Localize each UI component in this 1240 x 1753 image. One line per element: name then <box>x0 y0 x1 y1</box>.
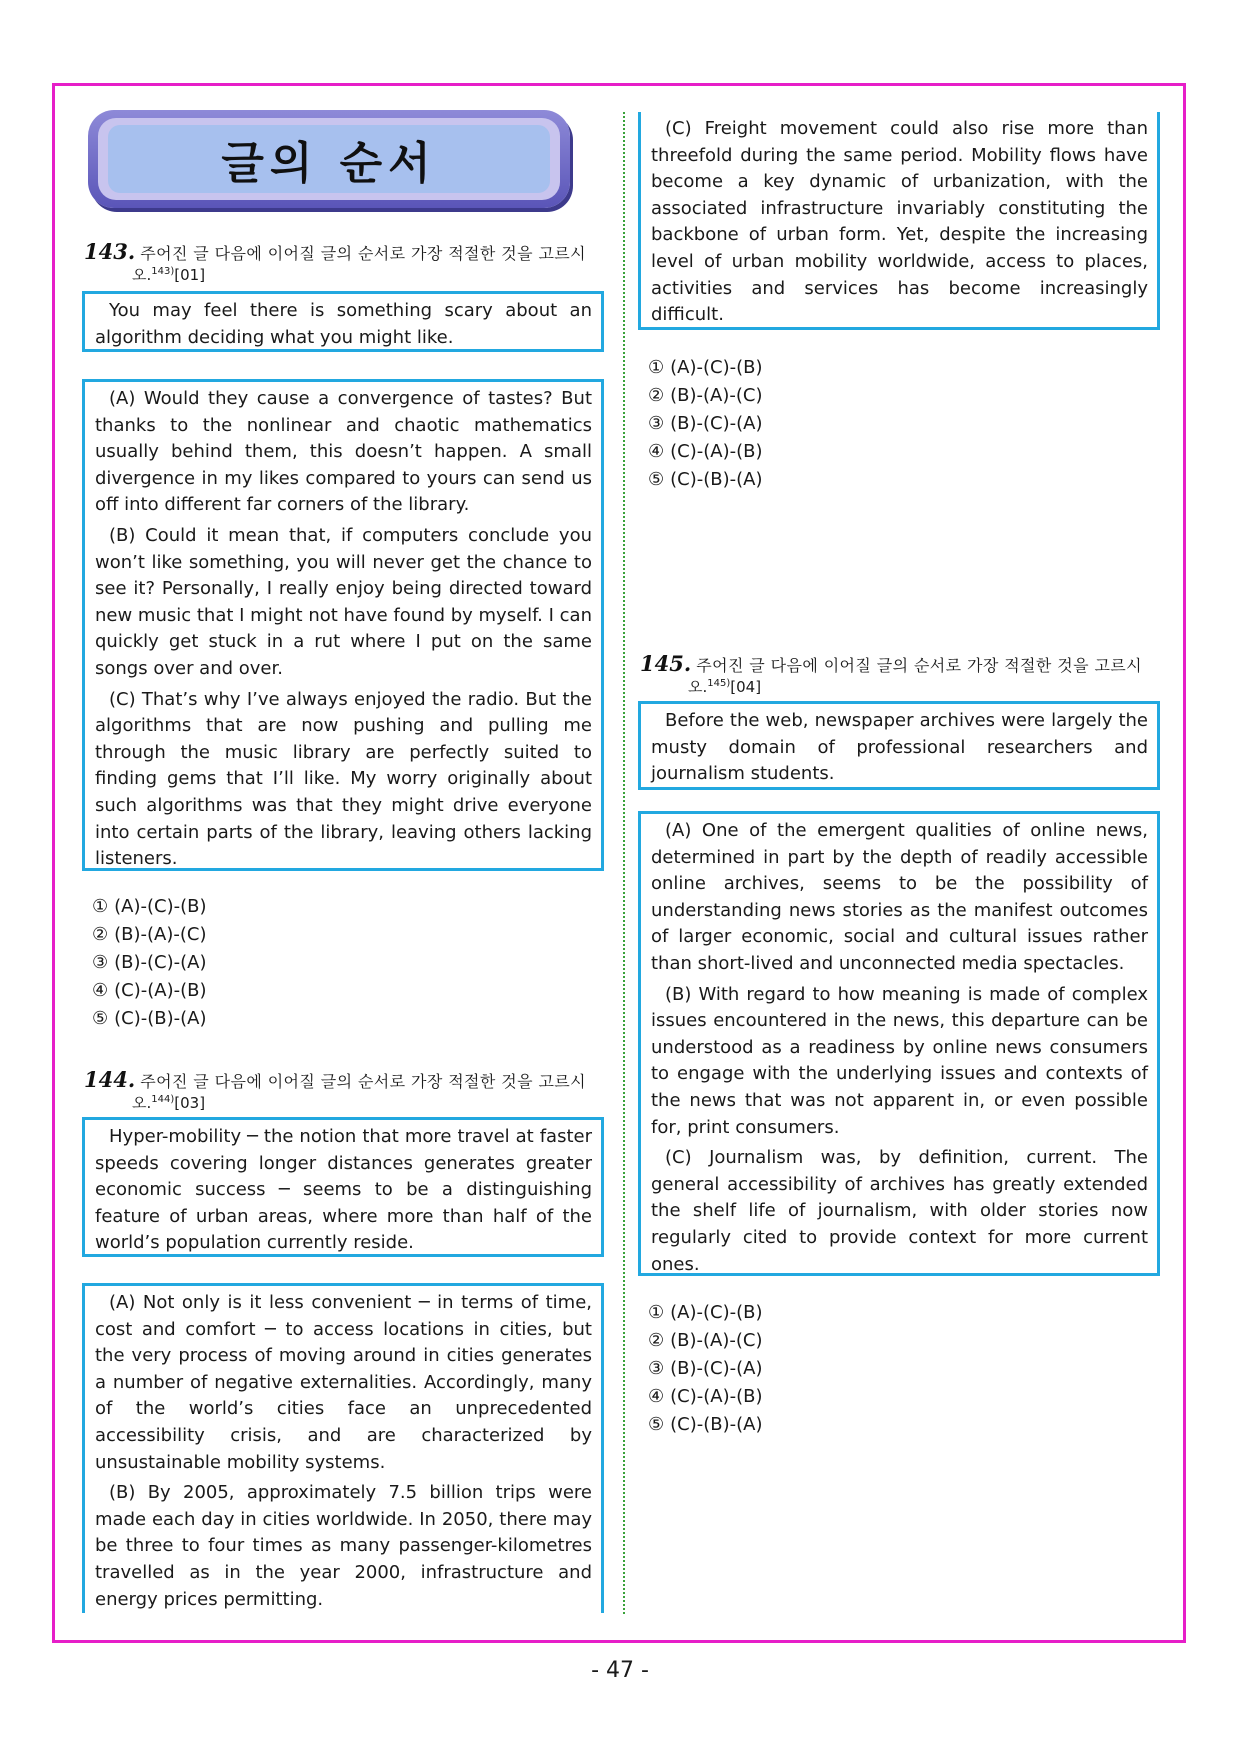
option-3[interactable]: ③ (B)-(C)-(A) <box>648 1358 763 1379</box>
paragraphs-143 <box>82 379 604 871</box>
options-144 <box>648 354 1128 494</box>
section-title-badge <box>88 110 570 208</box>
option-1[interactable]: ① (A)-(C)-(B) <box>92 896 207 917</box>
option-4[interactable]: ④ (C)-(A)-(B) <box>648 1386 763 1407</box>
question-instruction: 주어진 글 다음에 이어질 글의 순서로 가장 적절한 것을 고르시 <box>696 656 1143 675</box>
option-5[interactable]: ⑤ (C)-(B)-(A) <box>92 1008 207 1029</box>
question-144-header: 144. 주어진 글 다음에 이어질 글의 순서로 가장 적절한 것을 고르시 오.$^{144)}$[03] <box>84 1067 587 1112</box>
option-5[interactable]: ⑤ (C)-(B)-(A) <box>648 469 763 490</box>
question-instruction: 주어진 글 다음에 이어질 글의 순서로 가장 적절한 것을 고르시 <box>140 1072 587 1091</box>
question-tag: [01] <box>174 266 206 284</box>
column-divider <box>623 112 625 1614</box>
given-passage-143: You may feel there is something scary about an algorithm deciding what you might like. <box>82 291 604 352</box>
option-2[interactable]: ② (B)-(A)-(C) <box>92 924 207 945</box>
option-1[interactable]: ① (A)-(C)-(B) <box>648 357 763 378</box>
paragraph-c: (C) Freight movement could also rise more than threefold during the same period. Mobility flows have become a key dynamic of urbanization, with the associated infrastructure invariably constituting the backbone of urban form. Yet, despite the increasing level of urban mobility worldwide, access to places, activities and services has become increasingly difficult. <box>651 118 1148 326</box>
question-instruction: 주어진 글 다음에 이어질 글의 순서로 가장 적절한 것을 고르시 <box>140 244 587 263</box>
given-passage-144: Hyper-mobility ─ the notion that more travel at faster speeds covering longer distances generates greater economic success ─ seems to be a distinguishing feature of urban areas, where more than half of the world’s population currently reside. <box>82 1117 604 1257</box>
paragraphs-144-part2 <box>638 112 1160 330</box>
paragraph-c: (C) Journalism was, by definition, current. The general accessibility of archives has greatly extended the shelf life of journalism, with older stories now regularly cited to provide context for more current ones. <box>651 1147 1148 1275</box>
option-3[interactable]: ③ (B)-(C)-(A) <box>648 413 763 434</box>
option-4[interactable]: ④ (C)-(A)-(B) <box>648 441 763 462</box>
question-tag: [03] <box>174 1094 206 1112</box>
paragraph-a: (A) One of the emergent qualities of online news, determined in part by the depth of readily accessible online archives, seems to be the possibility of understanding news stories as the manifest outcomes of larger economic, social and cultural issues rather than short-lived and unconnected media spectacles. <box>651 820 1148 974</box>
option-5[interactable]: ⑤ (C)-(B)-(A) <box>648 1414 763 1435</box>
question-number: 145. <box>640 651 692 676</box>
paragraph-c: (C) That’s why I’ve always enjoyed the radio. But the algorithms that are now pushing and pulling me through the music library are perfectly suited to finding gems that I’ll like. My worry originally about such algorithms was that they might drive everyone into certain parts of the library, leaving others lacking listeners. <box>95 688 592 870</box>
paragraph-b: (B) Could it mean that, if computers conclude you won’t like something, you will never get the chance to see it? Personally, I really enjoy being directed toward new music that I might not have found by myself. I can quickly get stuck in a rut where I put on the same songs over and over. <box>95 524 592 679</box>
paragraphs-145 <box>638 811 1160 1276</box>
section-title: 글의 순서 <box>221 138 437 189</box>
page-number: - 47 - <box>591 1658 649 1683</box>
given-passage-145: Before the web, newspaper archives were largely the musty domain of professional researchers and journalism students. <box>638 701 1160 790</box>
question-143-header: 143. 주어진 글 다음에 이어질 글의 순서로 가장 적절한 것을 고르시 오.$^{143)}$[01] <box>84 239 587 284</box>
option-2[interactable]: ② (B)-(A)-(C) <box>648 1330 763 1351</box>
paragraph-b: (B) With regard to how meaning is made of complex issues encountered in the news, this departure can be understood as a readiness by online news consumers to engage with the underlying issues and contexts of the news that was not apparent in, or even possible for, print consumers. <box>651 983 1148 1138</box>
paragraph-a: (A) Not only is it less convenient ─ in terms of time, cost and comfort ─ to access locations in cities, but the very process of moving around in cities generates a number of negative externalities. Accordingly, many of the world’s cities face an unprecedented accessibility crisis, and are characterized by unsustainable mobility systems. <box>95 1292 592 1473</box>
option-2[interactable]: ② (B)-(A)-(C) <box>648 385 763 406</box>
question-tag: [04] <box>730 678 762 696</box>
paragraph-a: (A) Would they cause a convergence of tastes? But thanks to the nonlinear and chaotic mathematics usually behind them, this doesn’t happen. A small divergence in my likes compared to yours can send us off into different far corners of the library. <box>95 388 592 516</box>
options-145 <box>648 1299 1128 1439</box>
option-4[interactable]: ④ (C)-(A)-(B) <box>92 980 207 1001</box>
question-145-header: 145. 주어진 글 다음에 이어질 글의 순서로 가장 적절한 것을 고르시 오.$^{145)}$[04] <box>640 651 1143 696</box>
question-number: 143. <box>84 239 136 264</box>
paragraphs-144-part1 <box>82 1283 604 1613</box>
option-3[interactable]: ③ (B)-(C)-(A) <box>92 952 207 973</box>
paragraph-b: (B) By 2005, approximately 7.5 billion trips were made each day in cities worldwide. In 2050, there may be three to four times as many passenger-kilometres travelled as in the year 2000, infrastructure and energy prices permitting. <box>95 1482 592 1610</box>
option-1[interactable]: ① (A)-(C)-(B) <box>648 1302 763 1323</box>
question-number: 144. <box>84 1067 136 1092</box>
options-143 <box>92 893 572 1033</box>
